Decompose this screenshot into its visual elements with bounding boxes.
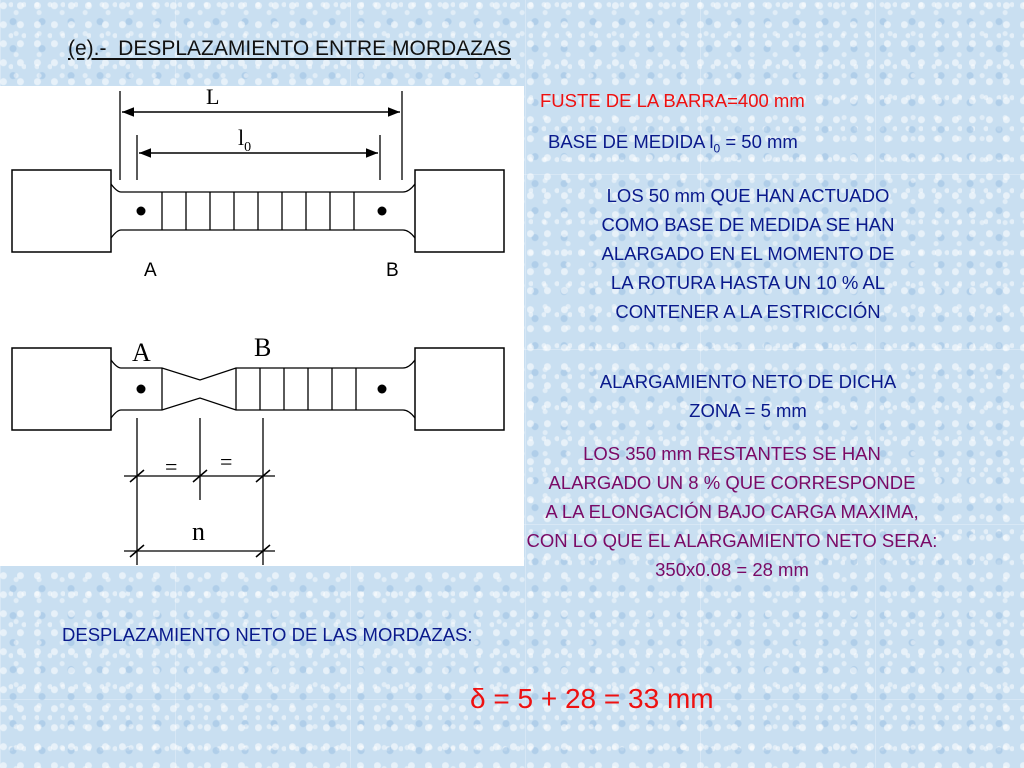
- gauge-point-A-bottom: [137, 385, 146, 394]
- fillet: [111, 184, 121, 238]
- label-n: n: [192, 517, 205, 546]
- gauge-ticks-top: [162, 192, 354, 230]
- label-A-bottom: A: [132, 338, 151, 367]
- fillet: [403, 360, 415, 418]
- gauge-length: BASE DE MEDIDA $l_0 = 50$ mm: [548, 131, 798, 156]
- label-L: L: [206, 86, 220, 109]
- necked-bar-edge: [121, 398, 403, 410]
- grip-left-top: [12, 170, 111, 252]
- net-elongation-note: ALARGAMIENTO NETO DE DICHA ZONA = 5 mm: [599, 371, 897, 421]
- net-displacement-label: DESPLAZAMIENTO NETO DE LAS MORDAZAS:: [62, 624, 473, 645]
- fuste-length: FUSTE DE LA BARRA=400 mm: [540, 90, 805, 111]
- slide-title: (e).- DESPLAZAMIENTO ENTRE MORDAZAS: [68, 37, 511, 60]
- gauge-point-B-bottom: [378, 385, 387, 394]
- gauge-ticks-bottom: [162, 368, 356, 410]
- remaining-elongation-note: LOS 350 mm RESTANTES SE HAN ALARGADO UN 8 % QUE CORRESPONDE A LA ELONGACIÓN BAJO CARGA MAXIMA, CON LO QUE EL ALARGAMIENTO NETO SERA: 350x0.08 = 28 mm: [526, 443, 938, 580]
- grip-right-top: [415, 170, 504, 252]
- fillet: [111, 360, 121, 418]
- label-eq-2: =: [220, 449, 233, 474]
- grip-right-bottom: [415, 348, 504, 430]
- label-B-bottom: B: [254, 333, 272, 362]
- fillet: [403, 184, 415, 238]
- label-l0: $l_0$: [238, 125, 252, 155]
- label-eq-1: =: [165, 454, 178, 479]
- necked-bar-edge: [121, 368, 403, 380]
- label-A-top: A: [144, 260, 157, 281]
- gauge-point-B-top: [378, 207, 387, 216]
- displacement-formula: δ = 5 + 28 = 33 mm: [470, 683, 714, 714]
- gauge-point-A-top: [137, 207, 146, 216]
- label-B-top: B: [386, 260, 399, 281]
- grip-left-bottom: [12, 348, 111, 430]
- gauge-elongation-note: LOS 50 mm QUE HAN ACTUADO COMO BASE DE MEDIDA SE HAN ALARGADO EN EL MOMENTO DE LA ROTURA HASTA UN 10 % AL CONTENER A LA ESTRICCIÓN: [601, 185, 895, 322]
